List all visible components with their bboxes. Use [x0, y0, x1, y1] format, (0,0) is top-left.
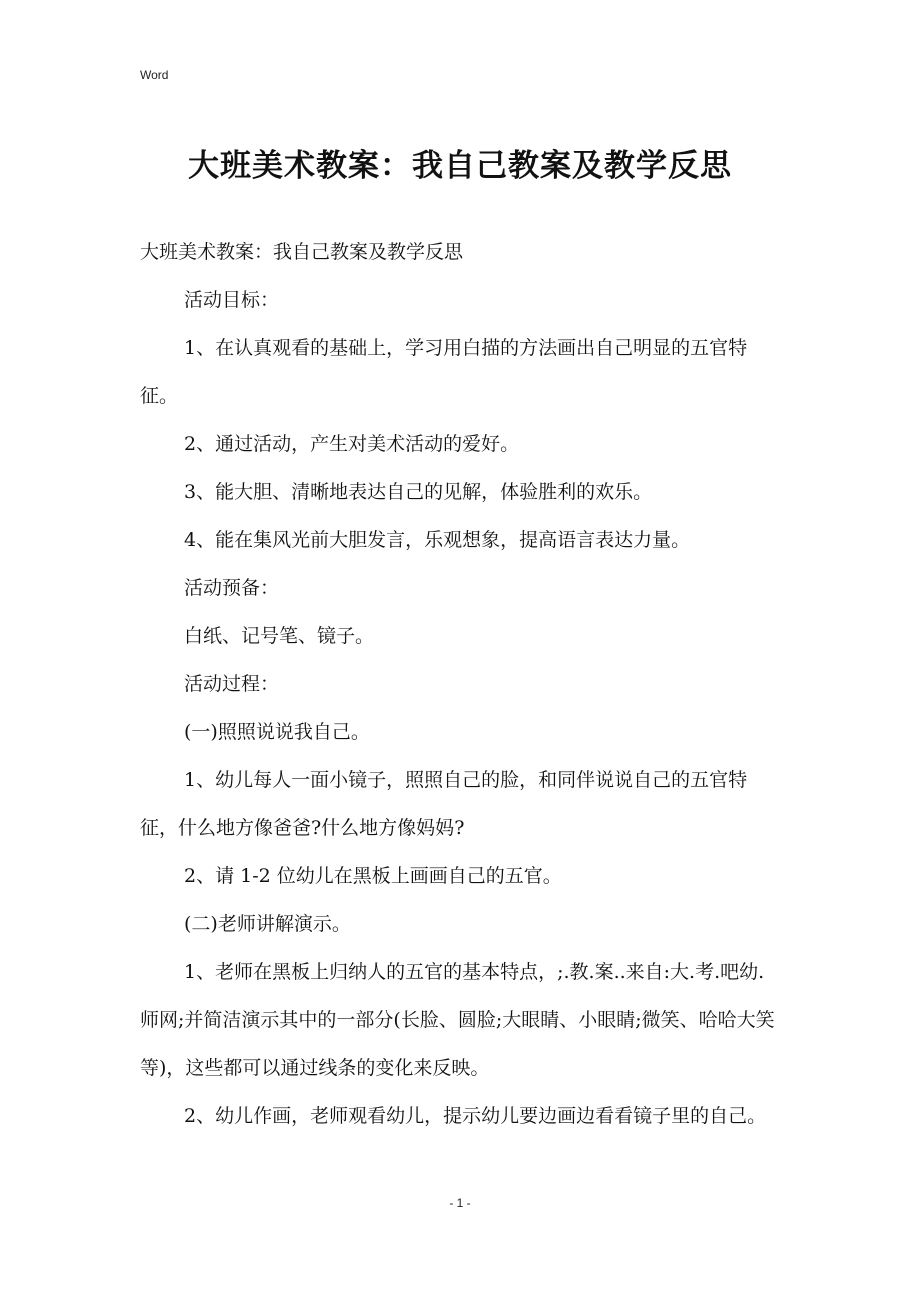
- paragraph: 大班美术教案：我自己教案及教学反思: [140, 241, 464, 263]
- paragraph: 活动目标：: [184, 289, 280, 311]
- paragraph: 2、通过活动，产生对美术活动的爱好。: [184, 433, 520, 455]
- page-number: - 1 -: [449, 1196, 471, 1210]
- paragraph: 白纸、记号笔、镜子。: [184, 625, 375, 647]
- paragraph: 1、老师在黑板上归纳人的五官的基本特点，;.教.案..来自:大.考.吧幼.师网;并简洁演示其中的一部分(长脸、圆脸;大眼睛、小眼睛;微笑、哈哈大笑等)，这些都可以通过线条的变化来反映。: [140, 961, 775, 1079]
- paragraph: 1、幼儿每人一面小镜子，照照自己的脸，和同伴说说自己的五官特征，什么地方像爸爸?什么地方像妈妈?: [140, 769, 748, 839]
- paragraph: 3、能大胆、清晰地表达自己的见解，体验胜利的欢乐。: [184, 481, 653, 503]
- paragraph: (一)照照说说我自己。: [184, 721, 370, 743]
- paragraph: 1、在认真观看的基础上，学习用白描的方法画出自己明显的五官特征。: [140, 337, 748, 407]
- paragraph: 活动过程：: [184, 673, 280, 695]
- document-body: [140, 228, 782, 1140]
- paragraph: 活动预备：: [184, 577, 280, 599]
- document-title: 大班美术教案：我自己教案及教学反思: [188, 148, 732, 184]
- paragraph: (二)老师讲解演示。: [184, 913, 351, 935]
- paragraph: 4、能在集风光前大胆发言，乐观想象，提高语言表达力量。: [184, 529, 691, 551]
- paragraph: 2、幼儿作画，老师观看幼儿，提示幼儿要边画边看看镜子里的自己。: [184, 1105, 767, 1127]
- header-label: Word: [140, 68, 169, 82]
- paragraph: 2、请 1-2 位幼儿在黑板上画画自己的五官。: [184, 865, 562, 887]
